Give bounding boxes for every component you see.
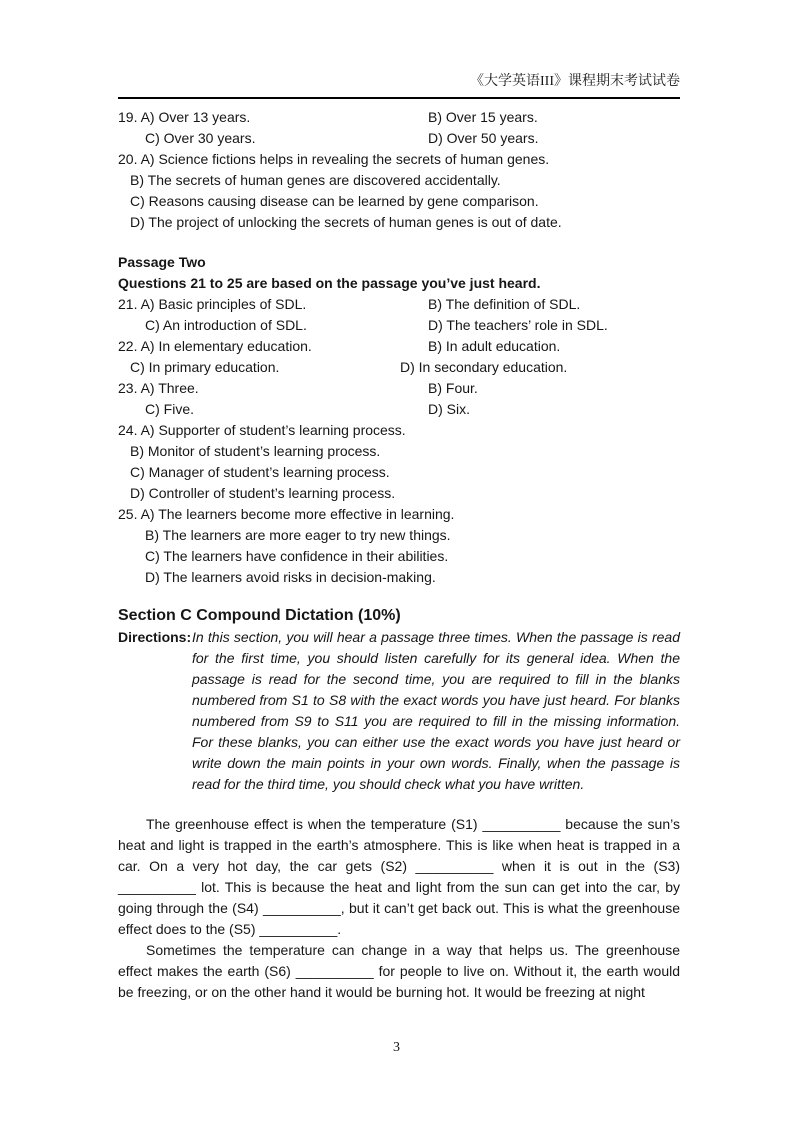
q25-option-c: C) The learners have confidence in their abilities. [145, 548, 449, 564]
question-20-row-2 [118, 170, 680, 191]
question-22-row-2 [118, 357, 680, 378]
q21-option-b: B) The definition of SDL. [428, 296, 581, 312]
q23-option-a: 23. A) Three. [118, 380, 199, 396]
passage-two-note: Questions 21 to 25 are based on the passage you’ve just heard. [118, 275, 541, 291]
q24-option-d: D) Controller of student’s learning process. [130, 485, 396, 501]
q25-option-a: 25. A) The learners become more effective in learning. [118, 506, 455, 522]
q20-option-a: 20. A) Science fictions helps in revealing the secrets of human genes. [118, 151, 550, 167]
q19-option-b: B) Over 15 years. [428, 109, 538, 125]
question-24-row-1 [118, 420, 680, 441]
q19-option-d: D) Over 50 years. [428, 130, 539, 146]
question-20-row-4 [118, 212, 680, 233]
q25-option-b: B) The learners are more eager to try new things. [145, 527, 451, 543]
question-21-row-1 [118, 294, 680, 315]
question-24-row-4 [118, 483, 680, 504]
q24-option-c: C) Manager of student’s learning process. [130, 464, 390, 480]
page-number: 3 [393, 1040, 400, 1055]
question-25-row-1 [118, 504, 680, 525]
q22-option-d: D) In secondary education. [400, 359, 568, 375]
q19-option-c: C) Over 30 years. [145, 130, 256, 146]
question-19-row-2 [118, 128, 680, 149]
q19-option-a: 19. A) Over 13 years. [118, 109, 251, 125]
question-20-row-3 [118, 191, 680, 212]
question-21-row-2 [118, 315, 680, 336]
question-22-row-1 [118, 336, 680, 357]
q20-option-b: B) The secrets of human genes are discovered accidentally. [130, 172, 501, 188]
q22-option-b: B) In adult education. [428, 338, 561, 354]
directions-label: Directions: [118, 629, 192, 645]
question-24-row-2 [118, 441, 680, 462]
dictation-paragraph-1: The greenhouse effect is when the temperature (S1) __________ because the sun’s heat and light is trapped in the earth’s atmosphere. This is like when heat is trapped in a car. On a very hot day, the car gets (S2) __________ when it is out in the (S3) __________ lot. This is because the heat and light from the sun can get into the car, by going through the (S4) __________, but it can’t get back out. This is what the greenhouse effect does to the (S5) __________. [118, 816, 680, 937]
q22-option-c: C) In primary education. [130, 359, 280, 375]
q25-option-d: D) The learners avoid risks in decision-making. [145, 569, 436, 585]
dictation-paragraph-2: Sometimes the temperature can change in a way that helps us. The greenhouse effect makes the earth (S6) __________ for people to live on. Without it, the earth would be freezing, or on the other hand it would be burning hot. It would be freezing at night [118, 942, 680, 1000]
q23-option-b: B) Four. [428, 380, 478, 396]
directions-text: In this section, you will hear a passage three times. When the passage is read for the first time, you should listen carefully for its general idea. When the passage is read for the second time, you are required to fill in the blanks numbered from S1 to S8 with the exact words you have just heard. For blanks numbered from S9 to S11 you are required to fill in the missing information. For these blanks, you can either use the exact words you have just heard or write down the main points in your own words. Finally, when the passage is read for the third time, you should check what you have written. [192, 629, 680, 792]
q20-option-c: C) Reasons causing disease can be learned by gene comparison. [130, 193, 539, 209]
header-course-title: 《大学英语III》课程期末考试试卷 [470, 74, 680, 89]
q22-option-a: 22. A) In elementary education. [118, 338, 312, 354]
directions-block [118, 627, 680, 795]
question-23-row-2 [118, 399, 680, 420]
question-25-row-3 [118, 546, 680, 567]
page-content [118, 0, 680, 1003]
question-25-row-2 [118, 525, 680, 546]
q24-option-a: 24. A) Supporter of student’s learning process. [118, 422, 406, 438]
page-header [118, 0, 680, 99]
q23-option-c: C) Five. [145, 401, 194, 417]
question-20-row-1 [118, 149, 680, 170]
question-24-row-3 [118, 462, 680, 483]
q24-option-b: B) Monitor of student’s learning process. [130, 443, 381, 459]
q20-option-d: D) The project of unlocking the secrets of human genes is out of date. [130, 214, 562, 230]
question-25-row-4 [118, 567, 680, 588]
q21-option-d: D) The teachers’ role in SDL. [428, 317, 608, 333]
question-23-row-1 [118, 378, 680, 399]
q23-option-d: D) Six. [428, 401, 470, 417]
q21-option-a: 21. A) Basic principles of SDL. [118, 296, 307, 312]
question-19-row-1 [118, 107, 680, 128]
q21-option-c: C) An introduction of SDL. [145, 317, 307, 333]
passage-two-heading: Passage Two [118, 254, 206, 270]
section-c-heading: Section C Compound Dictation (10%) [118, 607, 401, 624]
